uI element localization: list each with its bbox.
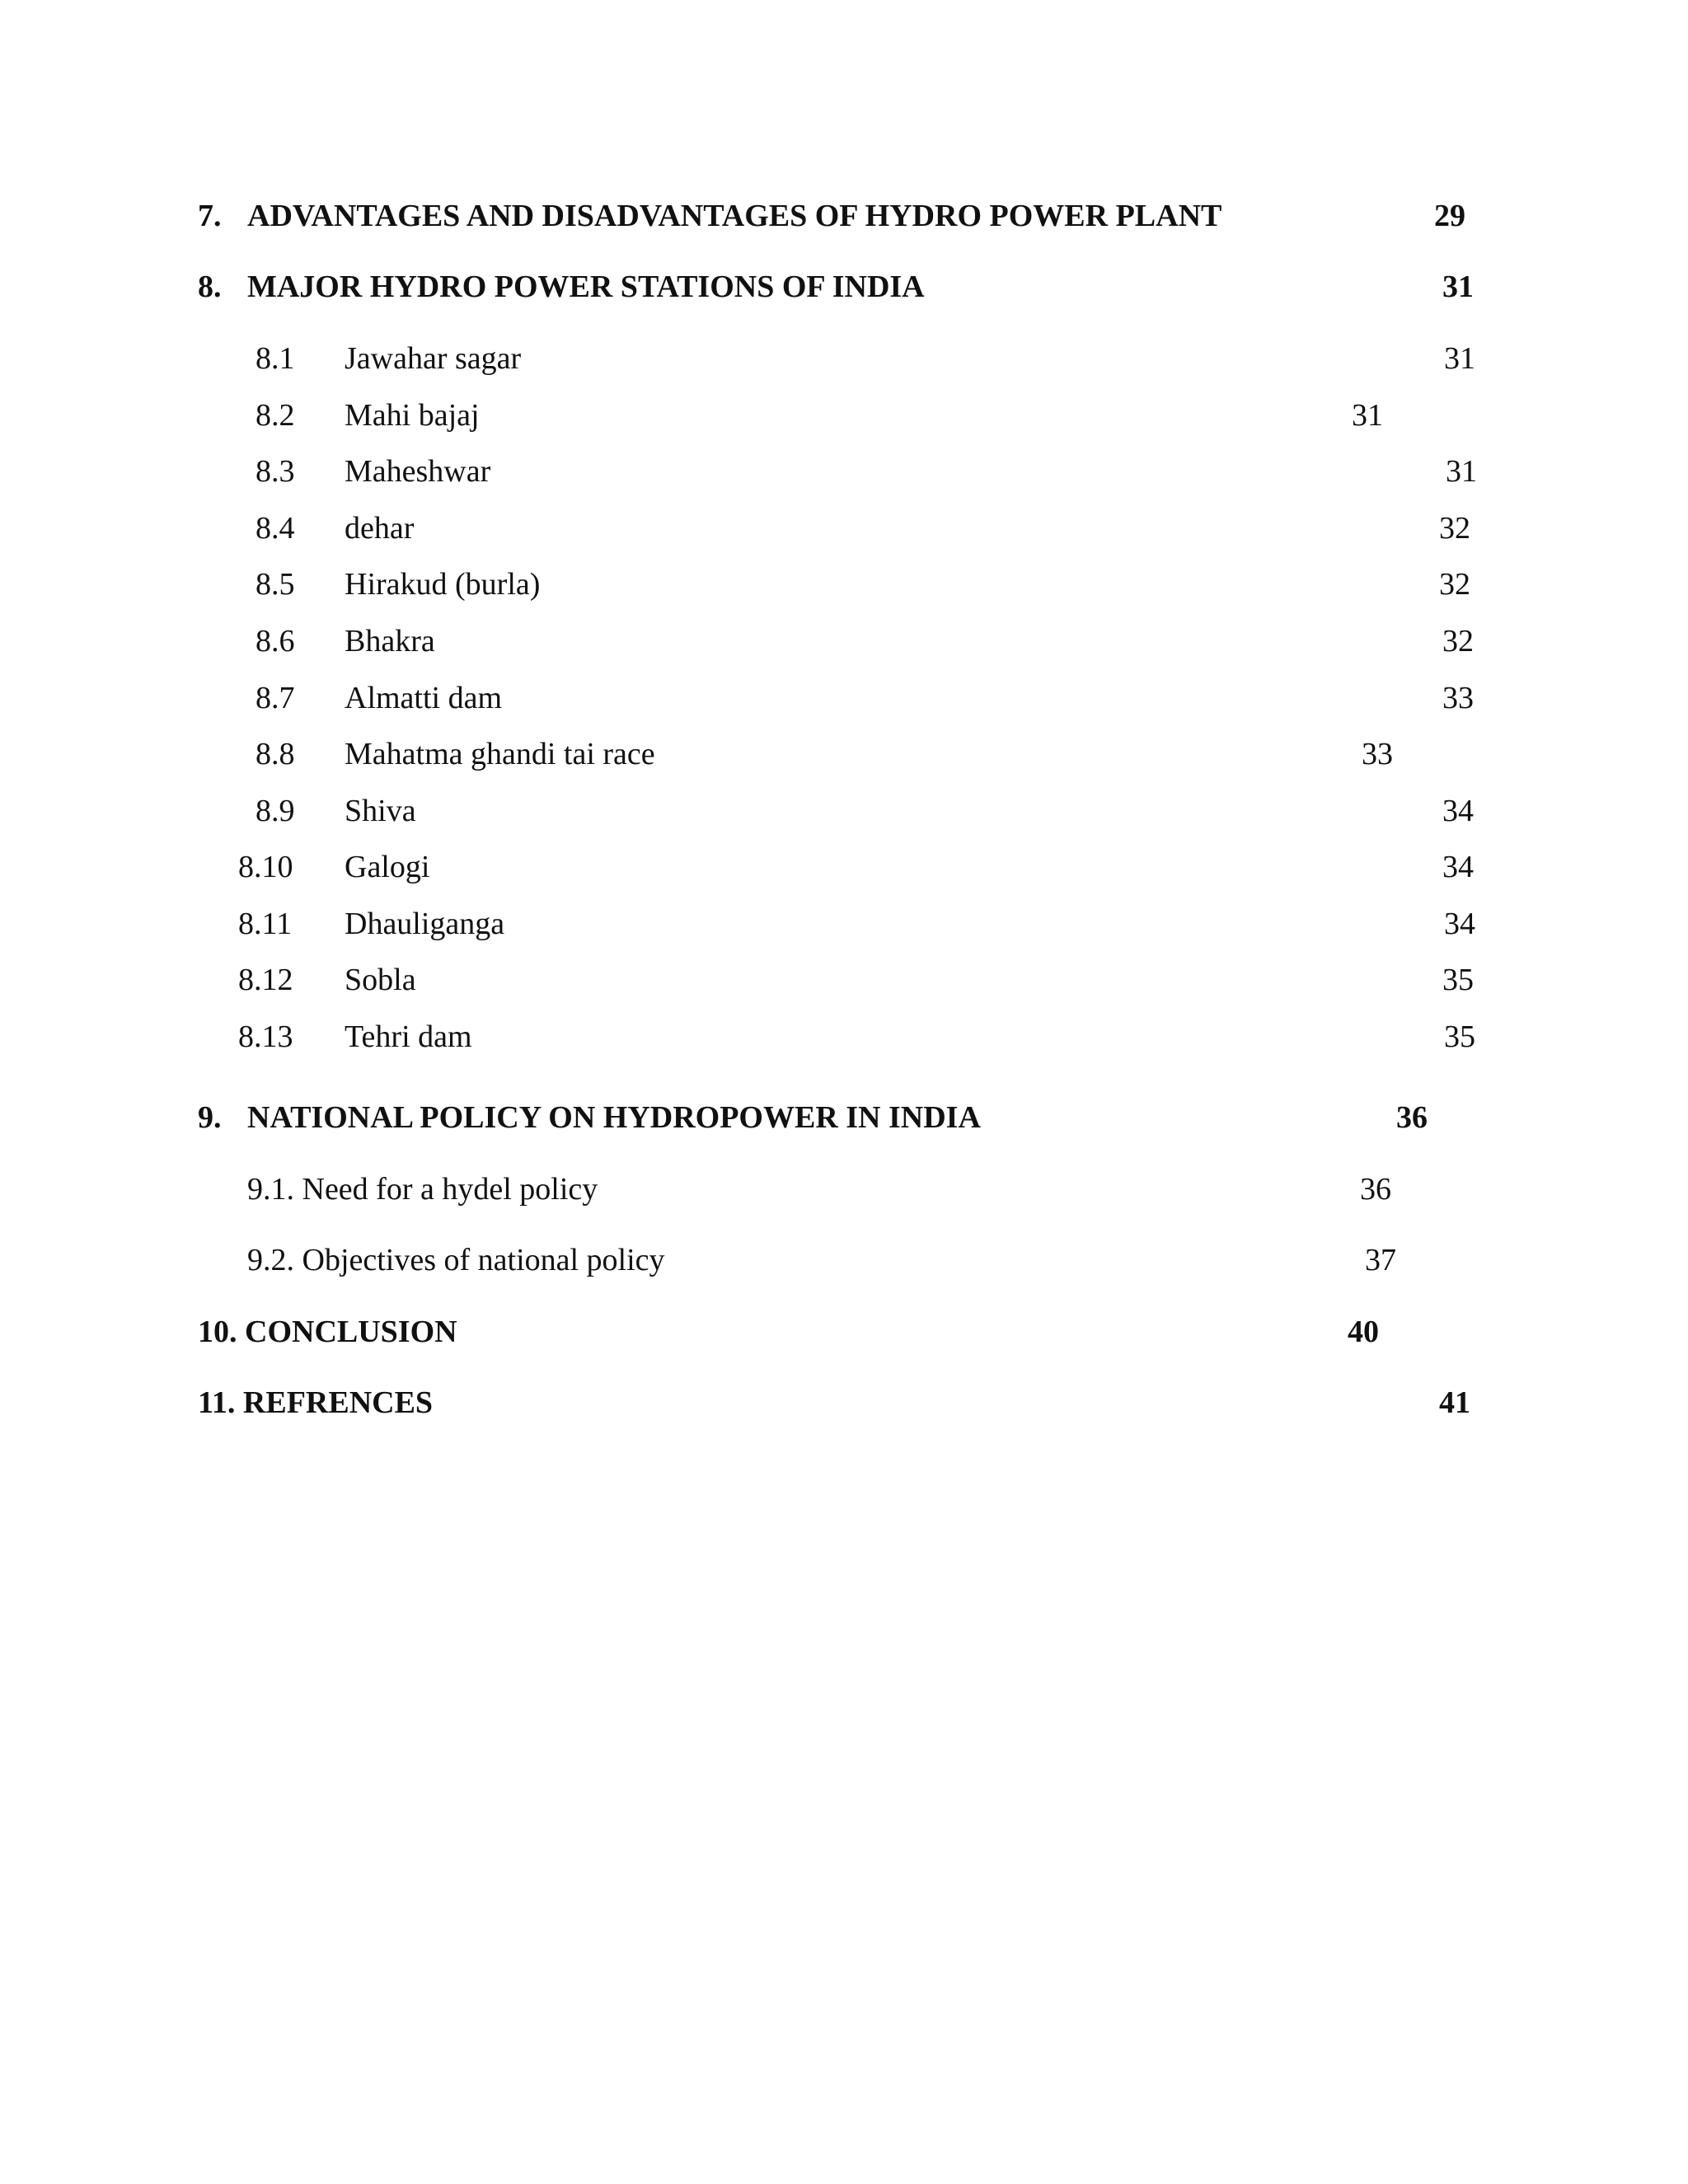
entry-page: 32: [1442, 624, 1474, 658]
entry-page: 31: [1444, 341, 1475, 376]
entry-page: 32: [1439, 511, 1470, 546]
entry-title: Dhauliganga: [345, 907, 505, 941]
entry-page: 34: [1442, 850, 1474, 884]
entry-number: 8.6: [256, 624, 295, 658]
entry-title: Hirakud (burla): [345, 567, 541, 602]
entry-title: 9.1. Need for a hydel policy: [247, 1172, 598, 1207]
section-8-title: MAJOR HYDRO POWER STATIONS OF INDIA: [247, 269, 925, 304]
section-8-page: 31: [1442, 269, 1474, 304]
entry-title: Tehri dam: [345, 1019, 472, 1054]
entry-number: 8.4: [256, 511, 295, 546]
section-7-title: ADVANTAGES AND DISADVANTAGES OF HYDRO POWER PLANT: [247, 199, 1222, 233]
entry-page: 37: [1365, 1243, 1396, 1277]
entry-page: 34: [1442, 794, 1474, 828]
section-11-title: 11. REFRENCES: [198, 1385, 434, 1420]
section-10-page: 40: [1348, 1315, 1379, 1349]
entry-number: 8.3: [256, 454, 295, 489]
entry-title: Galogi: [345, 850, 430, 884]
entry-title: Sobla: [345, 963, 416, 997]
section-9-number: 9.: [198, 1100, 222, 1135]
entry-page: 35: [1442, 963, 1474, 997]
entry-page: 31: [1352, 398, 1383, 433]
entry-number: 8.11: [238, 907, 293, 941]
entry-title: Almatti dam: [345, 681, 503, 715]
entry-number: 8.5: [256, 567, 295, 602]
entry-number: 8.13: [238, 1019, 293, 1054]
section-11-page: 41: [1439, 1385, 1470, 1420]
entry-number: 8.10: [238, 850, 293, 884]
entry-title: dehar: [345, 511, 415, 546]
entry-number: 8.2: [256, 398, 295, 433]
section-7-page: 29: [1434, 199, 1465, 233]
section-8-number: 8.: [198, 269, 222, 304]
entry-page: 33: [1362, 737, 1393, 771]
entry-number: 8.1: [256, 341, 295, 376]
entry-title: Shiva: [345, 794, 416, 828]
section-9-title: NATIONAL POLICY ON HYDROPOWER IN INDIA: [247, 1100, 981, 1135]
section-10-title: 10. CONCLUSION: [198, 1315, 457, 1349]
entry-page: 31: [1446, 454, 1477, 489]
entry-title: Mahatma ghandi tai race: [345, 737, 655, 771]
entry-title: Jawahar sagar: [345, 341, 522, 376]
entry-page: 33: [1442, 681, 1474, 715]
entry-title: 9.2. Objectives of national policy: [247, 1243, 665, 1277]
entry-number: 8.12: [238, 963, 293, 997]
entry-number: 8.7: [256, 681, 295, 715]
section-9-page: 36: [1396, 1100, 1428, 1135]
entry-number: 8.8: [256, 737, 295, 771]
section-7-number: 7.: [198, 199, 222, 233]
entry-page: 32: [1439, 567, 1470, 602]
entry-title: Mahi bajaj: [345, 398, 480, 433]
entry-page: 36: [1360, 1172, 1391, 1207]
entry-page: 35: [1444, 1019, 1475, 1054]
entry-page: 34: [1444, 907, 1475, 941]
entry-title: Bhakra: [345, 624, 435, 658]
entry-title: Maheshwar: [345, 454, 491, 489]
entry-number: 8.9: [256, 794, 295, 828]
